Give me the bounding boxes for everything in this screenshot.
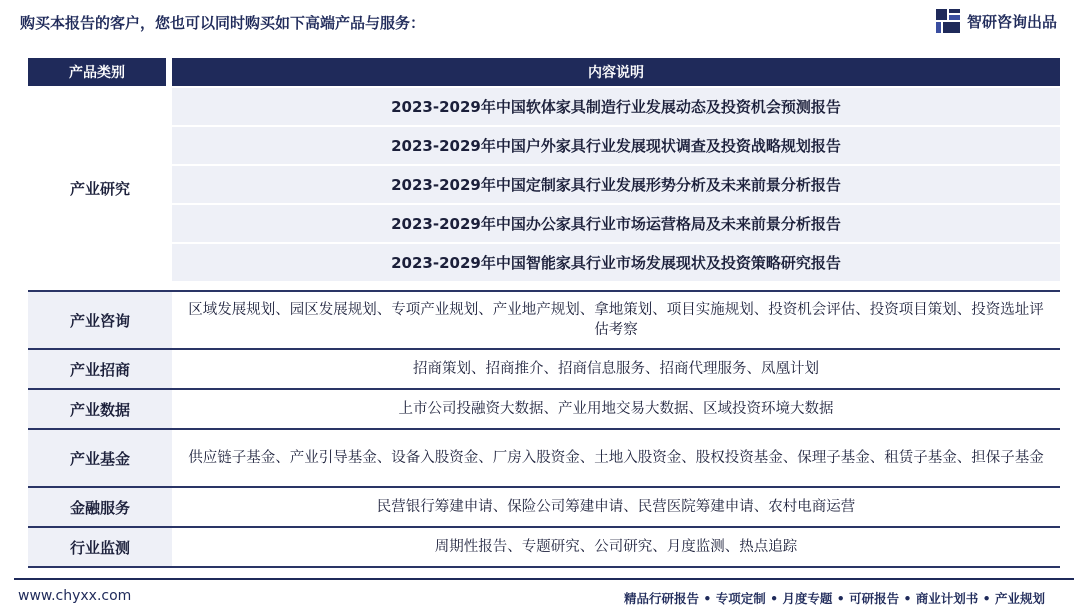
footer-divider bbox=[14, 578, 1074, 580]
table-row bbox=[28, 350, 1060, 390]
content-cell: 周期性报告、专题研究、公司研究、月度监测、热点追踪 bbox=[434, 539, 798, 555]
research-group bbox=[28, 86, 1060, 292]
category-cell: 产业招商 bbox=[28, 350, 172, 388]
header-category: 产品类别 bbox=[28, 58, 166, 86]
brand bbox=[935, 8, 1057, 34]
content-cell: 招商策划、招商推介、招商信息服务、招商代理服务、凤凰计划 bbox=[413, 361, 819, 377]
table-header bbox=[28, 58, 1060, 86]
category-cell: 产业数据 bbox=[28, 390, 172, 428]
category-cell: 产业咨询 bbox=[28, 292, 172, 348]
report-list bbox=[172, 86, 1060, 290]
brand-name: 智研咨询出品 bbox=[966, 12, 1057, 31]
content-cell: 区域发展规划、园区发展规划、专项产业规划、产业地产规划、拿地策划、项目实施规划、投资机会评估、投资项目策划、投资选址评估考察 bbox=[188, 302, 1044, 338]
intro-text: 购买本报告的客户，您也可以同时购买如下高端产品与服务： bbox=[20, 14, 426, 32]
table-row bbox=[28, 430, 1060, 488]
zhiyan-logo-icon bbox=[935, 8, 961, 34]
category-cell: 产业基金 bbox=[28, 430, 172, 486]
category-cell: 金融服务 bbox=[28, 488, 172, 526]
report-item[interactable]: 2023-2029年中国办公家具行业市场运营格局及未来前景分析报告 bbox=[172, 205, 1060, 242]
report-item[interactable]: 2023-2029年中国软体家具制造行业发展动态及投资机会预测报告 bbox=[172, 88, 1060, 125]
table-row bbox=[28, 528, 1060, 568]
content-cell: 供应链子基金、产业引导基金、设备入股资金、厂房入股资金、土地入股资金、股权投资基金、保理子基金、租赁子基金、担保子基金 bbox=[188, 450, 1044, 466]
report-item[interactable]: 2023-2029年中国智能家具行业市场发展现状及投资策略研究报告 bbox=[172, 244, 1060, 281]
table-row bbox=[28, 292, 1060, 350]
table-row bbox=[28, 390, 1060, 430]
website-link[interactable]: www.chyxx.com bbox=[18, 588, 132, 604]
report-item[interactable]: 2023-2029年中国定制家具行业发展形势分析及未来前景分析报告 bbox=[172, 166, 1060, 203]
content-cell: 民营银行筹建申请、保险公司筹建申请、民营医院筹建申请、农村电商运营 bbox=[376, 499, 856, 515]
header-content: 内容说明 bbox=[172, 58, 1060, 86]
product-table bbox=[28, 58, 1060, 568]
services-list: 精品行研报告 • 专项定制 • 月度专题 • 可研报告 • 商业计划书 • 产业规划 bbox=[624, 591, 1045, 606]
category-cell: 行业监测 bbox=[28, 528, 172, 566]
content-cell: 上市公司投融资大数据、产业用地交易大数据、区域投资环境大数据 bbox=[398, 401, 834, 417]
report-item[interactable]: 2023-2029年中国户外家具行业发展现状调查及投资战略规划报告 bbox=[172, 127, 1060, 164]
table-row bbox=[28, 488, 1060, 528]
category-cell: 产业研究 bbox=[69, 179, 130, 198]
